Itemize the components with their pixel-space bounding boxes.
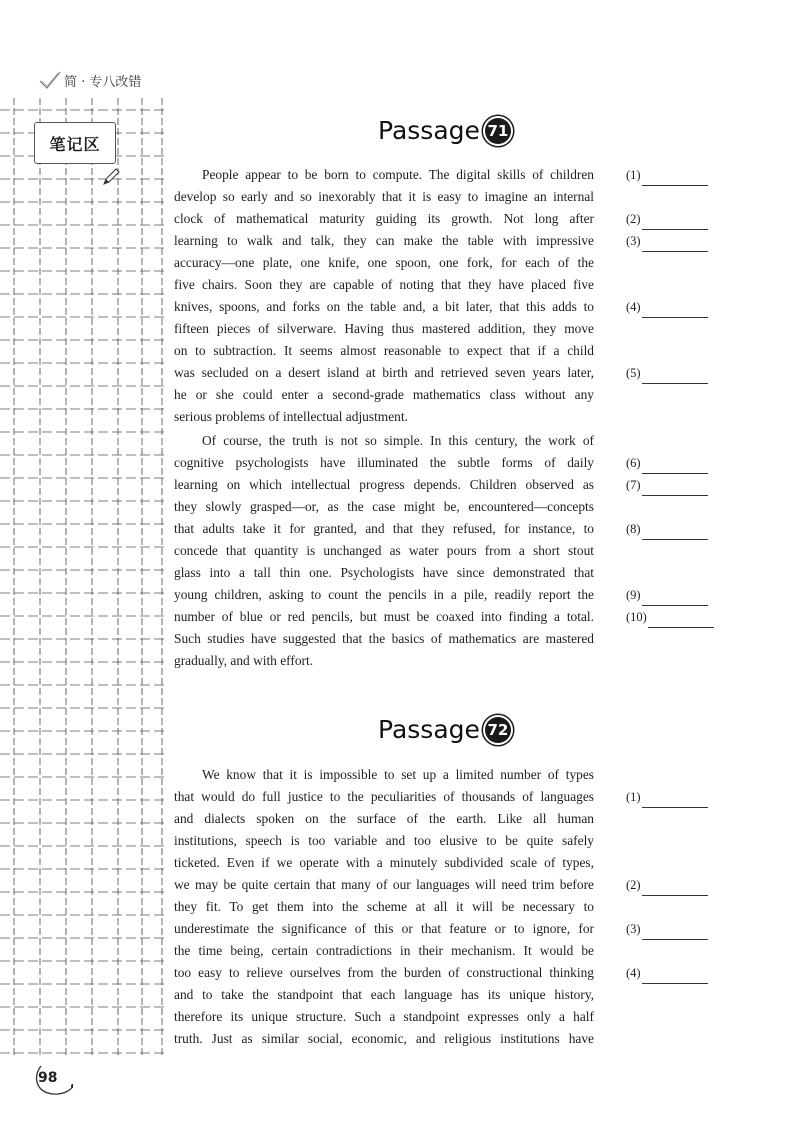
answer-slot-3[interactable] bbox=[626, 918, 708, 940]
text-line: number of blue or red pencils, but must be coaxed into finding a total. bbox=[174, 609, 594, 624]
answer-number: (2) bbox=[626, 878, 641, 892]
text-line: knives, spoons, and forks on the table and, a bit later, that this adds to bbox=[174, 299, 594, 314]
passage-title: Passage bbox=[378, 116, 480, 145]
page-number bbox=[33, 1060, 73, 1100]
passage-number-badge: 71 bbox=[485, 118, 511, 144]
text-line: young children, asking to count the pencils in a pile, readily report the bbox=[174, 587, 594, 602]
text-line: underestimate the significance of this or that feature or to ignore, for bbox=[174, 921, 594, 936]
answer-blank[interactable] bbox=[642, 879, 708, 896]
answer-blank[interactable] bbox=[642, 301, 708, 318]
answer-slot-9[interactable] bbox=[626, 584, 708, 606]
passage-72-heading bbox=[378, 715, 511, 744]
check-mark-icon bbox=[38, 69, 62, 91]
text-line: fifteen pieces of silverware. Having thus mastered addition, they move bbox=[174, 321, 594, 336]
answer-blank[interactable] bbox=[642, 923, 708, 940]
answer-number: (5) bbox=[626, 366, 641, 380]
answer-blank[interactable] bbox=[642, 235, 708, 252]
running-header bbox=[38, 68, 141, 92]
answer-slot-3[interactable] bbox=[626, 230, 708, 252]
text-line: the time being, certain contradictions in their mechanism. It would be bbox=[174, 943, 594, 958]
text-line: we may be quite certain that many of our languages will need trim before bbox=[174, 877, 594, 892]
text-line: concede that quantity is unchanged as water pours from a short stout bbox=[174, 543, 594, 558]
text-line: and dialects spoken on the surface of the earth. Like all human bbox=[174, 811, 594, 826]
text-line: too easy to relieve ourselves from the burden of constructional thinking bbox=[174, 965, 594, 980]
answer-blank[interactable] bbox=[642, 479, 708, 496]
text-line: truth. Just as similar social, economic, and religious institutions have bbox=[174, 1031, 594, 1046]
answer-slot-7[interactable] bbox=[626, 474, 708, 496]
text-line: they slowly grasped—or, as the case might be, encountered—concepts bbox=[174, 499, 594, 514]
header-title: 简 · 专八改错 bbox=[64, 74, 142, 90]
answer-blank[interactable] bbox=[642, 523, 708, 540]
answer-blank[interactable] bbox=[642, 213, 708, 230]
text-line: learning on which intellectual progress depends. Children observed as bbox=[174, 477, 594, 492]
answer-slot-2[interactable] bbox=[626, 874, 708, 896]
text-line: and to take the standpoint that each language has its unique history, bbox=[174, 987, 594, 1002]
answer-blank[interactable] bbox=[642, 457, 708, 474]
passage-71-heading bbox=[378, 116, 511, 145]
passage-number-badge: 72 bbox=[485, 717, 511, 743]
answer-number: (3) bbox=[626, 234, 641, 248]
text-line: Of course, the truth is not so simple. In this century, the work of bbox=[202, 433, 594, 448]
notes-area-label: 笔记区 bbox=[34, 122, 116, 164]
answer-number: (10) bbox=[626, 610, 647, 624]
answer-blank[interactable] bbox=[648, 611, 714, 628]
answer-slot-1[interactable] bbox=[626, 786, 708, 808]
text-line: was secluded on a desert island at birth and retrieved seven years later, bbox=[174, 365, 594, 380]
text-line: clock of mathematical maturity guiding its growth. Not long after bbox=[174, 211, 594, 226]
answer-slot-2[interactable] bbox=[626, 208, 708, 230]
text-line: accuracy—one plate, one knife, one spoon, one fork, for each of the bbox=[174, 255, 594, 270]
text-line: five chairs. Soon they are capable of noting that they have placed five bbox=[174, 277, 594, 292]
text-line: learning to walk and talk, they can make the table with impressive bbox=[174, 233, 594, 248]
text-line: ticketed. Even if we operate with a minutely subdivided scale of types, bbox=[174, 855, 594, 870]
answer-number: (4) bbox=[626, 300, 641, 314]
text-line: cognitive psychologists have illuminated the subtle forms of daily bbox=[174, 455, 594, 470]
answer-blank[interactable] bbox=[642, 169, 708, 186]
answer-blank[interactable] bbox=[642, 967, 708, 984]
passage-title: Passage bbox=[378, 715, 480, 744]
text-line: gradually, and with effort. bbox=[174, 653, 314, 668]
text-line: People appear to be born to compute. The digital skills of children bbox=[202, 167, 594, 182]
text-line: therefore its unique structure. Such a standpoint expresses only a half bbox=[174, 1009, 594, 1024]
answer-slot-10[interactable] bbox=[626, 606, 714, 628]
answer-blank[interactable] bbox=[642, 589, 708, 606]
answer-number: (1) bbox=[626, 790, 641, 804]
text-line: they fit. To get them into the scheme at all it will be necessary to bbox=[174, 899, 594, 914]
answer-number: (8) bbox=[626, 522, 641, 536]
answer-number: (7) bbox=[626, 478, 641, 492]
answer-slot-6[interactable] bbox=[626, 452, 708, 474]
answer-number: (2) bbox=[626, 212, 641, 226]
answer-number: (1) bbox=[626, 168, 641, 182]
notes-margin-grid bbox=[0, 98, 166, 1058]
text-line: that would do full justice to the peculiarities of thousands of languages bbox=[174, 789, 594, 804]
page-number-text: 98 bbox=[38, 1070, 58, 1086]
text-line: glass into a tall thin one. Psychologists have since demonstrated that bbox=[174, 565, 594, 580]
text-line: We know that it is impossible to set up a limited number of types bbox=[202, 767, 594, 782]
text-line: develop so early and so inexorably that it is easy to imagine an internal bbox=[174, 189, 594, 204]
text-line: he or she could enter a second-grade mathematics class without any bbox=[174, 387, 594, 402]
answer-number: (9) bbox=[626, 588, 641, 602]
text-line: serious problems of intellectual adjustment. bbox=[174, 409, 408, 424]
answer-slot-8[interactable] bbox=[626, 518, 708, 540]
answer-slot-1[interactable] bbox=[626, 164, 708, 186]
answer-blank[interactable] bbox=[642, 791, 708, 808]
answer-number: (3) bbox=[626, 922, 641, 936]
text-line: Such studies have suggested that the basics of mathematics are mastered bbox=[174, 631, 594, 646]
pencil-icon bbox=[100, 166, 122, 188]
text-line: on to subtraction. It seems almost reasonable to expect that if a child bbox=[174, 343, 594, 358]
answer-blank[interactable] bbox=[642, 367, 708, 384]
text-line: that adults take it for granted, and that they refused, for instance, to bbox=[174, 521, 594, 536]
answer-slot-4[interactable] bbox=[626, 296, 708, 318]
answer-slot-4[interactable] bbox=[626, 962, 708, 984]
answer-slot-5[interactable] bbox=[626, 362, 708, 384]
answer-number: (4) bbox=[626, 966, 641, 980]
text-line: institutions, speech is too variable and too elusive to be quite safely bbox=[174, 833, 594, 848]
answer-number: (6) bbox=[626, 456, 641, 470]
